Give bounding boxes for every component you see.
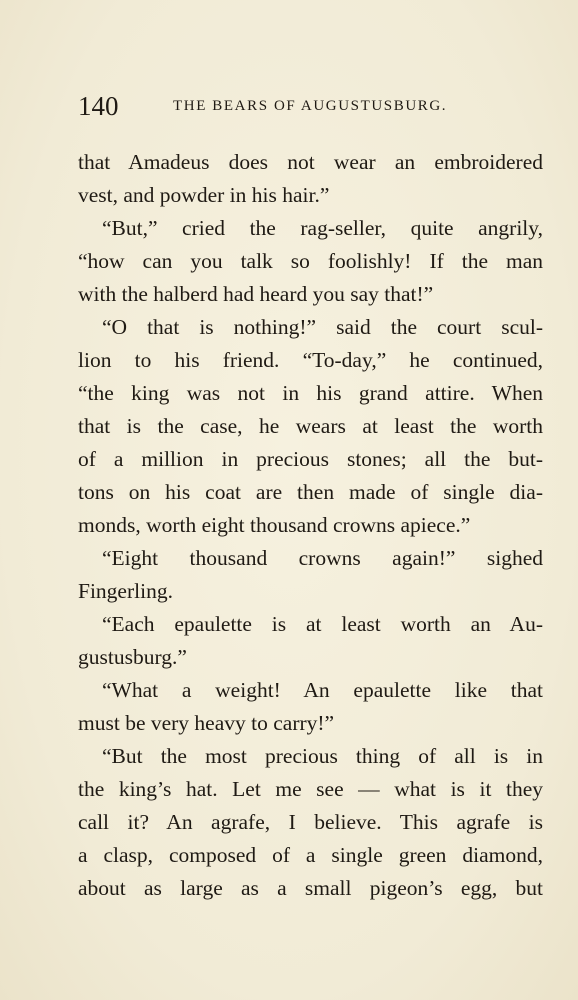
- text-line: “But the most precious thing of all is in: [102, 744, 543, 768]
- text-line: that is the case, he wears at least the worth: [78, 414, 543, 438]
- text-line: “What a weight! An epaulette like that: [102, 678, 543, 702]
- page-number: 140: [78, 91, 119, 121]
- text-line: lion to his friend. “To-day,” he continued,: [78, 348, 543, 372]
- text-line: call it? An agrafe, I believe. This agrafe is: [78, 810, 543, 834]
- text-line: of a million in precious stones; all the but-: [78, 447, 543, 471]
- text-line: “Eight thousand crowns again!” sighed: [102, 546, 543, 570]
- text-line: “But,” cried the rag-seller, quite angrily,: [102, 216, 543, 240]
- text-line: vest, and powder in his hair.”: [78, 183, 330, 207]
- text-line: monds, worth eight thousand crowns apiece.”: [78, 513, 471, 537]
- text-line: a clasp, composed of a single green diamond,: [78, 843, 543, 867]
- text-line: “the king was not in his grand attire. When: [78, 381, 543, 405]
- text-line: “how can you talk so foolishly! If the man: [78, 249, 543, 273]
- text-line: gustusburg.”: [78, 645, 187, 669]
- running-title: THE BEARS OF AUGUSTUSBURG.: [173, 98, 448, 114]
- text-line: Fingerling.: [78, 579, 173, 603]
- text-line: that Amadeus does not wear an embroidered: [78, 150, 543, 174]
- text-line: must be very heavy to carry!”: [78, 711, 335, 735]
- text-line: with the halberd had heard you say that!”: [78, 282, 434, 306]
- text-line: “O that is nothing!” said the court scul-: [102, 315, 543, 339]
- page-header: [78, 86, 548, 126]
- text-line: about as large as a small pigeon’s egg, but: [78, 876, 543, 900]
- text-line: tons on his coat are then made of single dia-: [78, 480, 543, 504]
- body-text: [78, 146, 543, 905]
- text-line: the king’s hat. Let me see — what is it they: [78, 777, 543, 801]
- text-line: “Each epaulette is at least worth an Au-: [102, 612, 543, 636]
